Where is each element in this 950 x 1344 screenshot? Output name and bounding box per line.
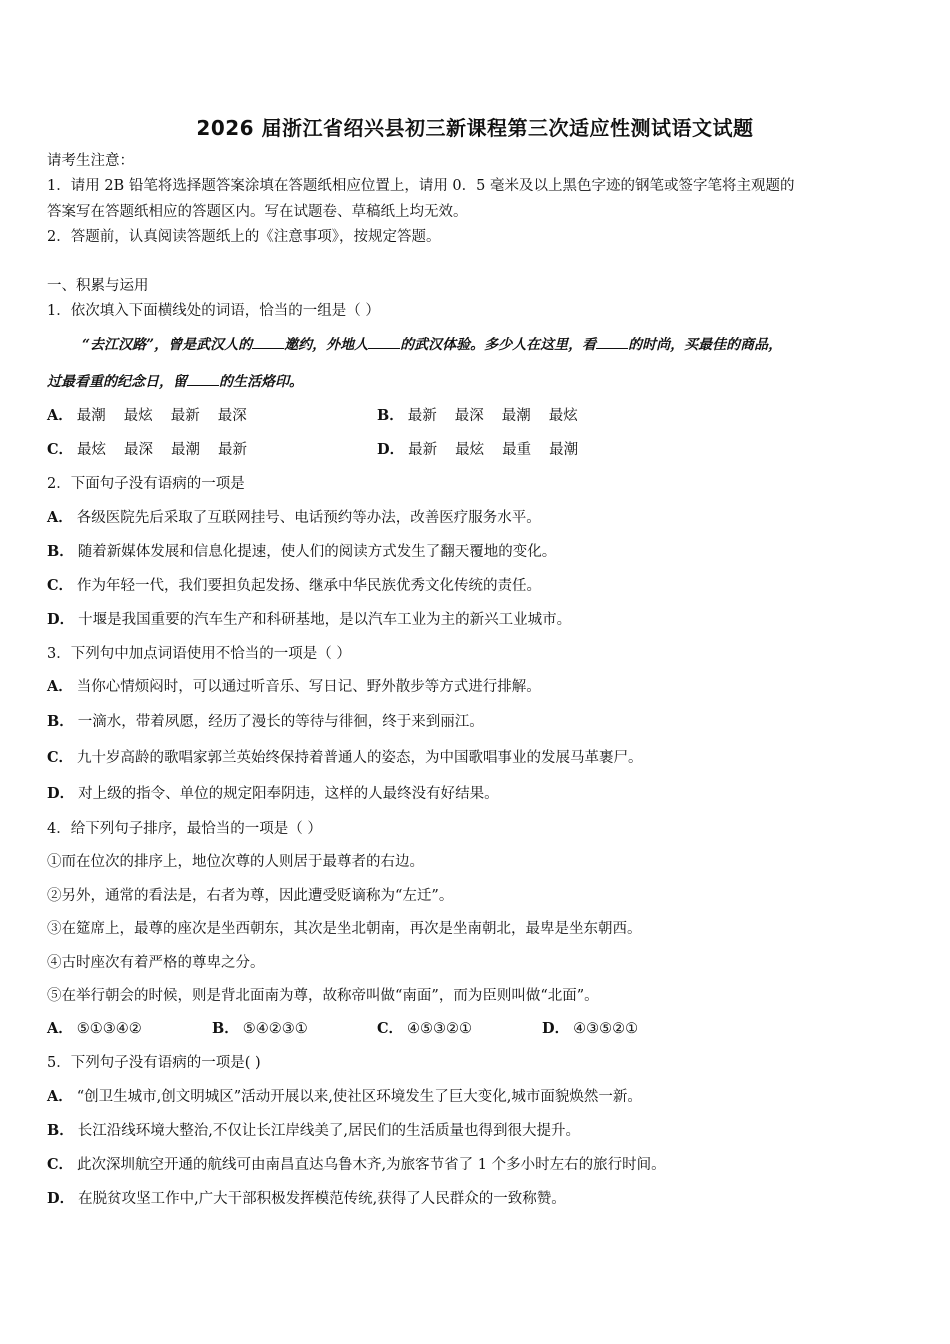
q2-option-d[interactable]: D． 十堰是我国重要的汽车生产和科研基地，是以汽车工业为主的新兴工业城市。: [47, 611, 572, 628]
q1-stem: 1．依次填入下面横线处的词语，恰当的一组是（ ）: [47, 303, 380, 319]
q1-passage-line-2: 过最看重的纪念日，留 的生活烙印。: [47, 374, 303, 390]
page-title: 2026 届浙江省绍兴县初三新课程第三次适应性测试语文试题: [196, 116, 754, 140]
q2-option-c[interactable]: C． 作为年轻一代，我们要担负起发扬、继承中华民族优秀文化传统的责任。: [47, 577, 542, 594]
q4-sentence-4: ④古时座次有着严格的尊卑之分。: [47, 955, 265, 971]
notice-heading: 请考生注意：: [47, 153, 134, 169]
section-heading: 一、积累与运用: [47, 278, 149, 294]
q5-option-c[interactable]: C． 此次深圳航空开通的航线可由南昌直达乌鲁木齐,为旅客节省了 1 个多小时左右的旅行时间。: [47, 1156, 666, 1173]
notice-line-2: 答案写在答题纸相应的答题区内。写在试题卷、草稿纸上均无效。: [47, 204, 468, 220]
q2-stem: 2．下面句子没有语病的一项是: [47, 476, 245, 492]
q4-sentence-5: ⑤在举行朝会的时候，则是背北面南为尊，故称帝叫做“南面”，而为臣则叫做“北面”。: [47, 988, 599, 1004]
blank-1: [252, 336, 284, 349]
q2-option-b[interactable]: B． 随着新媒体发展和信息化提速，使人们的阅读方式发生了翻天覆地的变化。: [47, 543, 557, 560]
q3-option-b[interactable]: B． 一滴水，带着夙愿，经历了漫长的等待与徘徊，终于来到丽江。: [47, 713, 484, 730]
q1-option-c[interactable]: C． 最炫 最深 最潮 最新: [47, 441, 248, 458]
q3-option-a[interactable]: A． 当你心情烦闷时，可以通过听音乐、写日记、野外散步等方式进行排解。: [47, 678, 541, 695]
q3-option-c[interactable]: C． 九十岁高龄的歌唱家郭兰英始终保持着普通人的姿态，为中国歌唱事业的发展马革裹尸。: [47, 749, 643, 766]
blank-4: [187, 373, 219, 386]
q5-option-a[interactable]: A． “创卫生城市,创文明城区”活动开展以来,使社区环境发生了巨大变化,城市面貌焕然一新。: [47, 1088, 642, 1105]
q1-option-b[interactable]: B． 最新 最深 最潮 最炫: [377, 407, 578, 424]
q3-stem: 3．下列句中加点词语使用不恰当的一项是（ ）: [47, 646, 351, 662]
blank-3: [596, 336, 628, 349]
blank-2: [368, 336, 400, 349]
q2-option-a[interactable]: A． 各级医院先后采取了互联网挂号、电话预约等办法，改善医疗服务水平。: [47, 509, 541, 526]
notice-line-3: 2．答题前，认真阅读答题纸上的《注意事项》，按规定答题。: [47, 229, 441, 245]
q1-option-a[interactable]: A． 最潮 最炫 最新 最深: [47, 407, 247, 424]
q5-option-b[interactable]: B． 长江沿线环境大整治,不仅让长江岸线美了,居民们的生活质量也得到很大提升。: [47, 1122, 580, 1139]
q4-stem: 4．给下列句子排序，最恰当的一项是（ ）: [47, 821, 322, 837]
q1-option-d[interactable]: D． 最新 最炫 最重 最潮: [377, 441, 579, 458]
q4-option-a[interactable]: A． ⑤①③④②: [47, 1020, 142, 1037]
q4-option-c[interactable]: C． ④⑤③②①: [377, 1020, 473, 1037]
q5-option-d[interactable]: D． 在脱贫攻坚工作中,广大干部积极发挥模范传统,获得了人民群众的一致称赞。: [47, 1190, 566, 1207]
q4-sentence-3: ③在筵席上，最尊的座次是坐西朝东，其次是坐北朝南，再次是坐南朝北，最卑是坐东朝西。: [47, 921, 642, 937]
q4-options: [47, 1019, 707, 1039]
q3-option-d[interactable]: D． 对上级的指令、单位的规定阳奉阴违，这样的人最终没有好结果。: [47, 785, 499, 802]
notice-line-1: 1．请用 2B 铅笔将选择题答案涂填在答题纸相应位置上，请用 0．5 毫米及以上黑色字迹的钢笔或签字笔将主观题的: [47, 178, 795, 194]
q5-stem: 5．下列句子没有语病的一项是( ): [47, 1055, 261, 1071]
q4-option-d[interactable]: D． ④③⑤②①: [542, 1020, 639, 1037]
q4-option-b[interactable]: B． ⑤④②③①: [212, 1020, 308, 1037]
q1-passage-line-1: “去江汉路”，曾是武汉人的 邀约，外地人 的武汉体验。多少人在这里，看 的时尚，买最佳的商品，: [82, 337, 783, 353]
q4-sentence-2: ②另外，通常的看法是，右者为尊，因此遭受贬谪称为“左迁”。: [47, 888, 454, 904]
q4-sentence-1: ①而在位次的排序上，地位次尊的人则居于最尊者的右边。: [47, 854, 424, 870]
